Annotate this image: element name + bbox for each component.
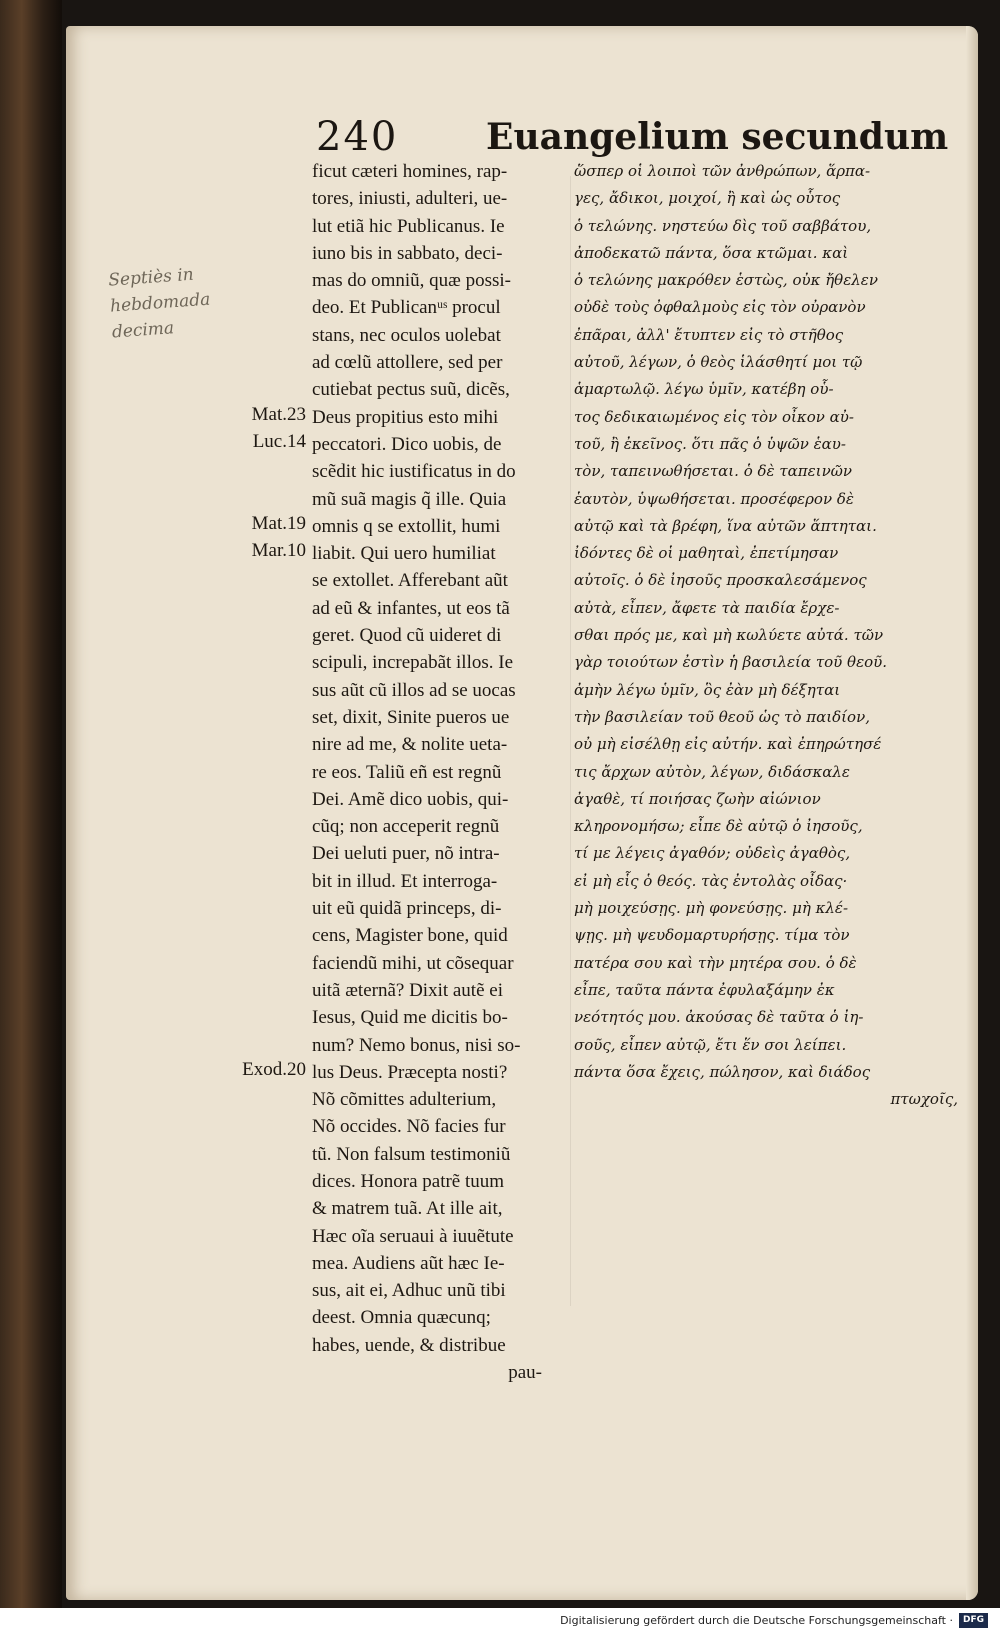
book-spine <box>0 0 62 1608</box>
greek-text-line: αὐτῷ καὶ τὰ βρέφη, ἵνα αὐτῶν ἅπτηται. <box>574 516 877 535</box>
latin-text-line: mas do omniũ, quæ possi- <box>312 270 511 292</box>
greek-text-line: πατέρα σου καὶ τὴν μητέρα σου. ὁ δὲ <box>574 953 857 972</box>
latin-text-line: ad eũ & infantes, ut eos tã <box>312 597 510 619</box>
greek-text-line: ὁ τελώνης μακρόθεν ἑστὼς, οὐκ ἤθελεν <box>574 271 878 290</box>
running-title: Euangelium secundum <box>486 116 949 158</box>
greek-text-line: ἁμαρτωλῷ. λέγω ὑμῖν, κατέβη οὗ- <box>574 380 834 399</box>
marginal-references <box>66 26 312 1600</box>
latin-text-line: Hæc oĩa seruaui à iuuẽtute <box>312 1225 514 1247</box>
scripture-reference: Exod.20 <box>242 1058 306 1080</box>
greek-text-line: τοῦ, ἢ ἐκεῖνος. ὅτι πᾶς ὁ ὑψῶν ἑαυ- <box>574 434 846 453</box>
greek-text-line: ἐπᾶραι, ἀλλ' ἔτυπτεν εἰς τὸ στῆθος <box>574 325 844 344</box>
latin-text-line: sus aũt cũ illos ad se uocas <box>312 679 516 701</box>
latin-text-line: Iesus, Quid me dicitis bo- <box>312 1007 508 1029</box>
latin-text-line: ad cœlũ attollere, sed per <box>312 352 503 374</box>
latin-text-line: set, dixit, Sinite pueros ue <box>312 706 510 728</box>
latin-text-line: re eos. Taliũ eñ est regnũ <box>312 761 502 783</box>
greek-text-line: εἰ μὴ εἷς ὁ θεός. τὰς ἐντολὰς οἶδας· <box>574 871 848 890</box>
latin-text-line: deo. Et Publicanᵘˢ procul <box>312 297 501 319</box>
greek-text-line: πτωχοῖς, <box>890 1090 958 1109</box>
greek-text-line: ὥσπερ οἱ λοιποὶ τῶν ἀνθρώπων, ἅρπα- <box>574 162 871 180</box>
greek-text-line: τος δεδικαιωμένος εἰς τὸν οἶκον αὐ- <box>574 407 854 426</box>
latin-text-line: cens, Magister bone, quid <box>312 925 508 947</box>
scripture-reference: Mat.19 <box>251 512 306 534</box>
greek-text-line: μὴ μοιχεύσῃς. μὴ φονεύσῃς. μὴ κλέ- <box>574 899 849 918</box>
latin-text-line: uitã æternã? Dixit autẽ ei <box>312 979 503 1001</box>
latin-text-line: scẽdit hic iustificatus in do <box>312 461 516 483</box>
greek-text-line: ἰδόντες δὲ οἱ μαθηταὶ, ἐπετίμησαν <box>574 544 839 563</box>
latin-text-line: habes, uende, & distribue <box>312 1334 506 1356</box>
latin-text-line: Dei. Amẽ dico uobis, qui- <box>312 788 509 810</box>
greek-text-line: ἀγαθὲ, τί ποιήσας ζωὴν αἰώνιον <box>574 789 821 808</box>
latin-text-line: num? Nemo bonus, nisi so- <box>312 1034 521 1056</box>
latin-text-line: cutiebat pectus suũ, dicẽs, <box>312 379 510 401</box>
latin-text-line: mũ suã magis q̃ ille. Quia <box>312 488 507 510</box>
greek-text-line: πάντα ὅσα ἔχεις, πώλησον, καὶ διάδος <box>574 1062 871 1081</box>
greek-text-line: νεότητός μου. ἀκούσας δὲ ταῦτα ὁ ἰη- <box>574 1008 864 1027</box>
greek-text-line: σθαι πρός με, καὶ μὴ κωλύετε αὐτά. τῶν <box>574 626 884 645</box>
greek-text-line: αὐτοῖς. ὁ δὲ ἰησοῦς προσκαλεσάμενος <box>574 571 867 590</box>
greek-text-line: αὐτὰ, εἶπεν, ἄφετε τὰ παιδία ἔρχε- <box>574 598 840 617</box>
latin-text-line: lus Deus. Præcepta nosti? <box>312 1061 508 1083</box>
latin-text-line: ficut cæteri homines, rap- <box>312 161 508 182</box>
latin-text-line: mea. Audiens aũt hæc Ie- <box>312 1252 505 1274</box>
greek-text-line: τὸν, ταπεινωθήσεται. ὁ δὲ ταπεινῶν <box>574 462 853 481</box>
latin-text-line: bit in illud. Et interroga- <box>312 870 498 892</box>
scripture-reference: Mar.10 <box>251 540 306 562</box>
greek-text-line: τὴν βασιλείαν τοῦ θεοῦ ὡς τὸ παιδίον, <box>574 707 870 726</box>
dfg-logo-icon: DFG <box>959 1613 988 1628</box>
latin-text-line: faciendũ mihi, ut cõsequar <box>312 952 514 974</box>
greek-text-line: εἶπε, ταῦτα πάντα ἐφυλαξάμην ἐκ <box>574 980 835 999</box>
greek-text-line: κληρονομήσω; εἶπε δὲ αὐτῷ ὁ ἰησοῦς, <box>574 817 863 836</box>
latin-text-line: uit eũ quidã princeps, di- <box>312 898 502 920</box>
latin-text-line: cũq; non acceperit regnũ <box>312 816 500 838</box>
page-number: 240 <box>316 114 399 160</box>
greek-text-line: οὐδὲ τοὺς ὀφθαλμοὺς εἰς τὸν οὐρανὸν <box>574 298 866 317</box>
latin-text-line: liabit. Qui uero humiliat <box>312 543 496 565</box>
greek-text-line: ὁ τελώνης. νηστεύω δὶς τοῦ σαββάτου, <box>574 216 872 235</box>
greek-column <box>574 158 958 1113</box>
latin-text-line: tũ. Non falsum testimoniũ <box>312 1143 511 1165</box>
page-edge <box>966 26 978 1600</box>
latin-text-line: lut etiã hic Publicanus. Ie <box>312 215 505 237</box>
latin-text-line: se extollet. Afferebant aũt <box>312 570 508 592</box>
latin-text-line: iuno bis in sabbato, deci- <box>312 242 503 264</box>
greek-text-line: γες, ἄδικοι, μοιχοί, ἢ καὶ ὡς οὗτος <box>574 189 841 208</box>
greek-text-line: ἑαυτὸν, ὑψωθήσεται. προσέφερον δὲ <box>574 489 854 508</box>
latin-text-line: nire ad me, & nolite ueta- <box>312 734 508 756</box>
greek-text-line: ἀμὴν λέγω ὑμῖν, ὃς ἐὰν μὴ δέξηται <box>574 680 841 699</box>
latin-text-line: Deus propitius esto mihi <box>312 406 499 428</box>
greek-text-line: γὰρ τοιούτων ἐστὶν ἡ βασιλεία τοῦ θεοῦ. <box>574 653 888 672</box>
latin-text-line: stans, nec oculos uolebat <box>312 324 501 346</box>
latin-text-line: sus, ait ei, Adhuc unũ tibi <box>312 1280 506 1302</box>
footer-credit: Digitalisierung gefördert durch die Deutsche Forschungsgemeinschaft · <box>560 1613 953 1627</box>
greek-text-line: τις ἄρχων αὐτὸν, λέγων, διδάσκαλε <box>574 762 850 781</box>
book-page <box>66 26 978 1600</box>
latin-text-line: geret. Quod cũ uideret di <box>312 625 502 647</box>
greek-text-line: τί με λέγεις ἀγαθόν; οὐδεὶς ἀγαθὸς, <box>574 844 851 863</box>
digitization-footer <box>560 1612 988 1628</box>
greek-text-line: ἀποδεκατῶ πάντα, ὅσα κτῶμαι. καὶ <box>574 243 849 262</box>
greek-text-line: οὐ μὴ εἰσέλθῃ εἰς αὐτήν. καὶ ἐπηρώτησέ <box>574 735 882 754</box>
scripture-reference: Luc.14 <box>252 431 306 452</box>
latin-text-line: & matrem tuã. At ille ait, <box>312 1198 503 1220</box>
greek-text-line: σοῦς, εἶπεν αὐτῷ, ἔτι ἕν σοι λείπει. <box>574 1035 847 1054</box>
latin-text-line: pau- <box>508 1362 542 1384</box>
latin-text-line: scipuli, increpabãt illos. Ie <box>312 652 514 674</box>
latin-text-line: omnis q se extollit, humi <box>312 515 501 537</box>
latin-text-line: peccatori. Dico uobis, de <box>312 433 502 455</box>
greek-text-line: ψῃς. μὴ ψευδομαρτυρήσῃς. τίμα τὸν <box>574 926 850 945</box>
latin-text-line: Nõ cõmittes adulterium, <box>312 1089 497 1111</box>
handwritten-marginal-note: Septiès in hebdomada decima <box>107 264 211 343</box>
latin-text-line: Dei ueluti puer, nõ intra- <box>312 843 500 865</box>
scripture-reference: Mat.23 <box>251 403 306 425</box>
greek-text-line: αὐτοῦ, λέγων, ὁ θεὸς ἱλάσθητί μοι τῷ <box>574 353 863 372</box>
latin-text-line: tores, iniusti, adulteri, ue- <box>312 188 508 210</box>
latin-text-line: Nõ occides. Nõ facies fur <box>312 1116 506 1138</box>
latin-text-line: deest. Omnia quæcunq; <box>312 1307 491 1329</box>
latin-column <box>312 158 572 1386</box>
latin-text-line: dices. Honora patrẽ tuum <box>312 1170 505 1192</box>
